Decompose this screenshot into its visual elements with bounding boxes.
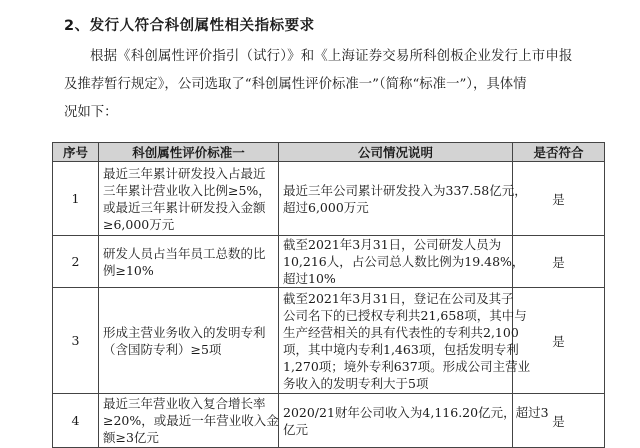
- row-number: 2: [53, 236, 99, 288]
- situation-cell: [279, 162, 527, 236]
- criterion-cell: [99, 288, 279, 394]
- cell-line: 额≥3亿元: [103, 430, 159, 445]
- cell-line: 形成主营业务收入的发明专利: [103, 324, 266, 340]
- paragraph-line: 及推荐暂行规定》，公司选取了“科创属性评价标准一”（简称“标准一”），具体情: [64, 77, 527, 92]
- cell-line: 项，其中境内专利1,463项，包括发明专利: [283, 341, 519, 357]
- cell-line: 亿元: [283, 421, 309, 437]
- situation-cell: [279, 288, 531, 394]
- paragraph-line: 根据《科创属性评价指引（试行）》和《上海证券交易所科创板企业发行上市申报: [90, 49, 573, 64]
- row-number: 1: [53, 162, 99, 236]
- cell-line: （含国防专利）≥5项: [103, 341, 222, 357]
- cell-line: ≥20%，或最近一年营业收入金: [103, 413, 279, 428]
- cell-line: 或最近三年累计研发投入金额: [103, 199, 266, 215]
- cell-line: 务收入的发明专利大于5项: [283, 375, 429, 391]
- conform-cell: 是: [513, 162, 605, 236]
- header-no: 序号: [53, 143, 99, 162]
- paragraph-line: 况如下：: [64, 105, 118, 120]
- cell-line: 最近三年营业收入复合增长率: [103, 396, 266, 411]
- row-number: 4: [53, 394, 99, 448]
- cell-line: 最近三年公司累计研发投入为337.58亿元，: [283, 182, 527, 198]
- cell-line: 研发人员占当年员工总数的比: [103, 245, 266, 261]
- cell-line: 1,270项；境外专利637项。形成公司主营业: [283, 358, 531, 374]
- cell-line: 生产经营相关的具有代表性的专利共2,100: [283, 324, 519, 340]
- cell-line: 最近三年累计研发投入占最近: [103, 165, 266, 181]
- header-conform: 是否符合: [513, 143, 605, 162]
- table-row: [53, 288, 605, 394]
- header-situation: 公司情况说明: [279, 143, 513, 162]
- criterion-cell: [99, 394, 279, 448]
- cell-line: 10,216人，占公司总人数比例为19.48%，: [283, 254, 525, 269]
- situation-cell: [279, 394, 549, 448]
- cell-line: 2020/21财年公司收入为4,116.20亿元，超过3: [283, 404, 549, 420]
- situation-cell: [279, 236, 525, 288]
- cell-line: 超过6,000万元: [283, 199, 369, 215]
- criterion-cell: [99, 236, 279, 288]
- cell-line: 例≥10%: [103, 262, 154, 278]
- table-row: [53, 394, 605, 448]
- conform-cell: 是: [513, 288, 605, 394]
- cell-line: 截至2021年3月31日，登记在公司及其子: [283, 290, 514, 306]
- criteria-table: [52, 142, 605, 448]
- table-row: [53, 236, 605, 288]
- header-criterion: 科创属性评价标准一: [99, 143, 279, 162]
- cell-line: 公司名下的已授权专利共21,658项，其中与: [283, 307, 527, 323]
- table-row: [53, 162, 605, 236]
- cell-line: ≥6,000万元: [103, 216, 175, 232]
- conform-cell: 是: [513, 394, 605, 448]
- cell-line: 截至2021年3月31日，公司研发人员为: [283, 237, 502, 252]
- row-number: 3: [53, 288, 99, 394]
- cell-line: 三年累计营业收入比例≥5%，: [103, 182, 271, 198]
- table-header-row: [53, 143, 605, 162]
- conform-cell: 是: [513, 236, 605, 288]
- section-heading: 2、发行人符合科创属性相关指标要求: [64, 18, 315, 34]
- cell-line: 超过10%: [283, 271, 336, 286]
- criterion-cell: [99, 162, 279, 236]
- intro-paragraph: [64, 43, 610, 127]
